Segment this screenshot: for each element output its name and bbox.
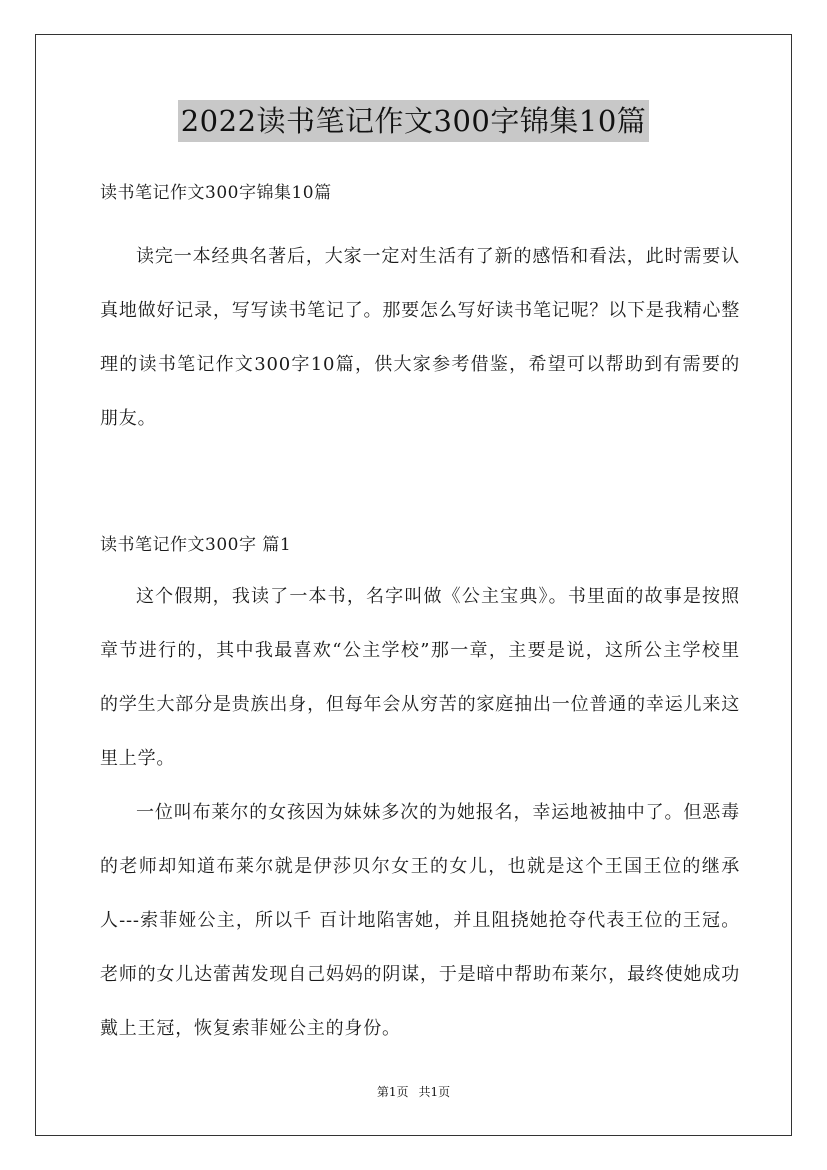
- section-spacer: [100, 446, 740, 528]
- section-paragraph-2: 一位叫布莱尔的女孩因为妹妹多次的为她报名，幸运地被抽中了。但恶毒的老师却知道布莱尔就是伊莎贝尔女王的女儿，也就是这个王国王位的继承人---索菲娅公主，所以千 百计地陷害她，并且阻挠她抢夺代表王位的王冠。老师的女儿达蕾茜发现自己妈妈的阴谋，于是暗中帮助布莱尔，最终使她成功戴上王冠，恢复索菲娅公主的身份。: [100, 802, 740, 1039]
- page-number: 第1页: [376, 1085, 409, 1099]
- title-container: [0, 100, 827, 142]
- section-heading: 读书笔记作文300字 篇1: [100, 535, 292, 555]
- document-title: 2022读书笔记作文300字锦集10篇: [178, 100, 650, 142]
- page-footer: [0, 1084, 827, 1100]
- section-paragraph-1: 这个假期，我读了一本书，名字叫做《公主宝典》。书里面的故事是按照章节进行的，其中我最喜欢“公主学校”那一章，主要是说，这所公主学校里的学生大部分是贵族出身，但每年会从穷苦的家庭抽出一位普通的幸运儿来这里上学。: [100, 586, 740, 769]
- intro-paragraph: 读完一本经典名著后，大家一定对生活有了新的感悟和看法，此时需要认真地做好记录，写写读书笔记了。那要怎么写好读书笔记呢？以下是我精心整理的读书笔记作文300字10篇，供大家参考借鉴，希望可以帮助到有需要的朋友。: [100, 246, 740, 429]
- page-total: 共1页: [418, 1085, 451, 1099]
- document-subtitle: 读书笔记作文300字锦集10篇: [100, 183, 332, 203]
- document-body: [100, 176, 740, 1056]
